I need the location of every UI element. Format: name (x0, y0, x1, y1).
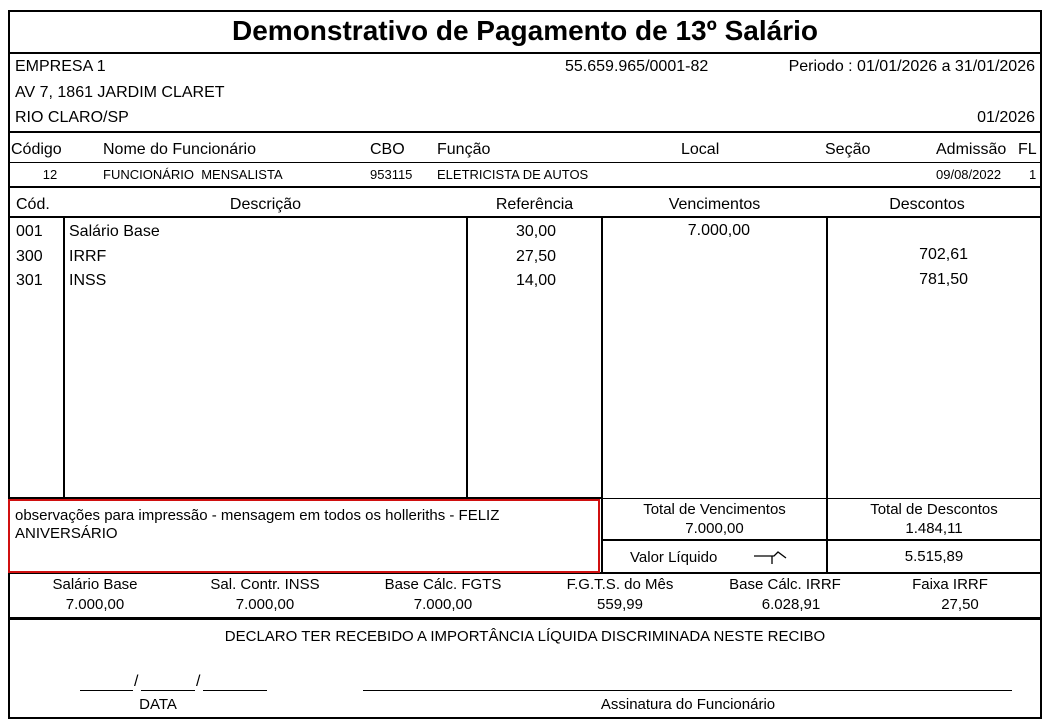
item-reference: 27,50 (515, 248, 556, 265)
fgts-base-value: 7.000,00 (413, 596, 473, 613)
employee-fl: 1 (1029, 167, 1037, 182)
employee-cbo: 953115 (370, 167, 413, 182)
inss-contribution-label: Sal. Contr. INSS (210, 576, 320, 593)
items-header-description: Descrição (229, 196, 302, 213)
company-name: EMPRESA 1 (15, 58, 106, 75)
header-section: Seção (825, 141, 871, 158)
item-deductions: 781,50 (919, 271, 968, 288)
header-location: Local (681, 141, 720, 158)
date-day-line (80, 690, 133, 691)
item-description: INSS (69, 272, 107, 289)
net-value-label: Valor Líquido (630, 549, 718, 566)
page-title: Demonstrativo de Pagamento de 13º Salário (232, 15, 818, 46)
irrf-bracket-value: 27,50 (941, 596, 979, 613)
irrf-base-value: 6.028,91 (761, 596, 821, 613)
arrow-icon (752, 548, 790, 566)
period: Periodo : 01/01/2026 a 31/01/2026 (788, 58, 1035, 75)
item-deductions: 702,61 (919, 246, 968, 263)
irrf-bracket-label: Faixa IRRF (912, 576, 988, 593)
header-employee-name: Nome do Funcionário (103, 141, 256, 158)
header-cbo: CBO (370, 141, 405, 158)
total-earnings-label: Total de Vencimentos (643, 501, 786, 518)
net-value: 5.515,89 (904, 548, 964, 565)
irrf-base-label: Base Cálc. IRRF (729, 576, 841, 593)
item-reference: 14,00 (515, 272, 556, 289)
employee-function: ELETRICISTA DE AUTOS (437, 167, 589, 182)
employee-code: 12 (42, 167, 58, 182)
total-deductions-value: 1.484,11 (905, 520, 963, 537)
company-city: RIO CLARO/SP (15, 109, 129, 126)
item-cod: 300 (16, 248, 43, 265)
date-slash-1: / (134, 673, 139, 690)
total-earnings-value: 7.000,00 (685, 520, 744, 537)
header-fl: FL (1018, 141, 1037, 158)
fgts-month-label: F.G.T.S. do Mês (566, 576, 674, 593)
employee-admission: 09/08/2022 (936, 167, 1002, 182)
item-reference: 30,00 (515, 223, 556, 240)
company-address: AV 7, 1861 JARDIM CLARET (15, 84, 225, 101)
item-description: IRRF (69, 248, 107, 265)
declaration-text: DECLARO TER RECEBIDO A IMPORTÂNCIA LÍQUIDA DISCRIMINADA NESTE RECIBO (224, 628, 826, 645)
date-year-line (203, 690, 267, 691)
total-deductions-label: Total de Descontos (870, 501, 998, 518)
inss-contribution-value: 7.000,00 (235, 596, 295, 613)
fgts-base-label: Base Cálc. FGTS (384, 576, 502, 593)
fgts-month-value: 559,99 (597, 596, 643, 613)
date-slash-2: / (196, 673, 201, 690)
header-code: Código (11, 141, 62, 158)
items-header-cod: Cód. (16, 196, 50, 213)
base-salary-label: Salário Base (52, 576, 138, 593)
employee-name: FUNCIONÁRIO MENSALISTA (103, 167, 283, 182)
observations-text: observações para impressão - mensagem em todos os holleriths - FELIZ ANIVERSÁRIO (15, 507, 500, 542)
items-header-earnings: Vencimentos (668, 196, 761, 213)
header-function: Função (437, 141, 491, 158)
company-cnpj: 55.659.965/0001-82 (565, 58, 709, 75)
item-description: Salário Base (69, 223, 160, 240)
date-label: DATA (139, 696, 177, 713)
signature-line (363, 690, 1012, 691)
date-month-line (141, 690, 195, 691)
header-admission: Admissão (936, 141, 1007, 158)
base-salary-value: 7.000,00 (65, 596, 125, 613)
items-header-reference: Referência (495, 196, 574, 213)
items-header-deductions: Descontos (889, 196, 965, 213)
item-earnings: 7.000,00 (687, 222, 750, 239)
competence: 01/2026 (977, 109, 1035, 126)
item-cod: 301 (16, 272, 43, 289)
signature-label: Assinatura do Funcionário (600, 696, 776, 713)
item-cod: 001 (16, 223, 43, 240)
